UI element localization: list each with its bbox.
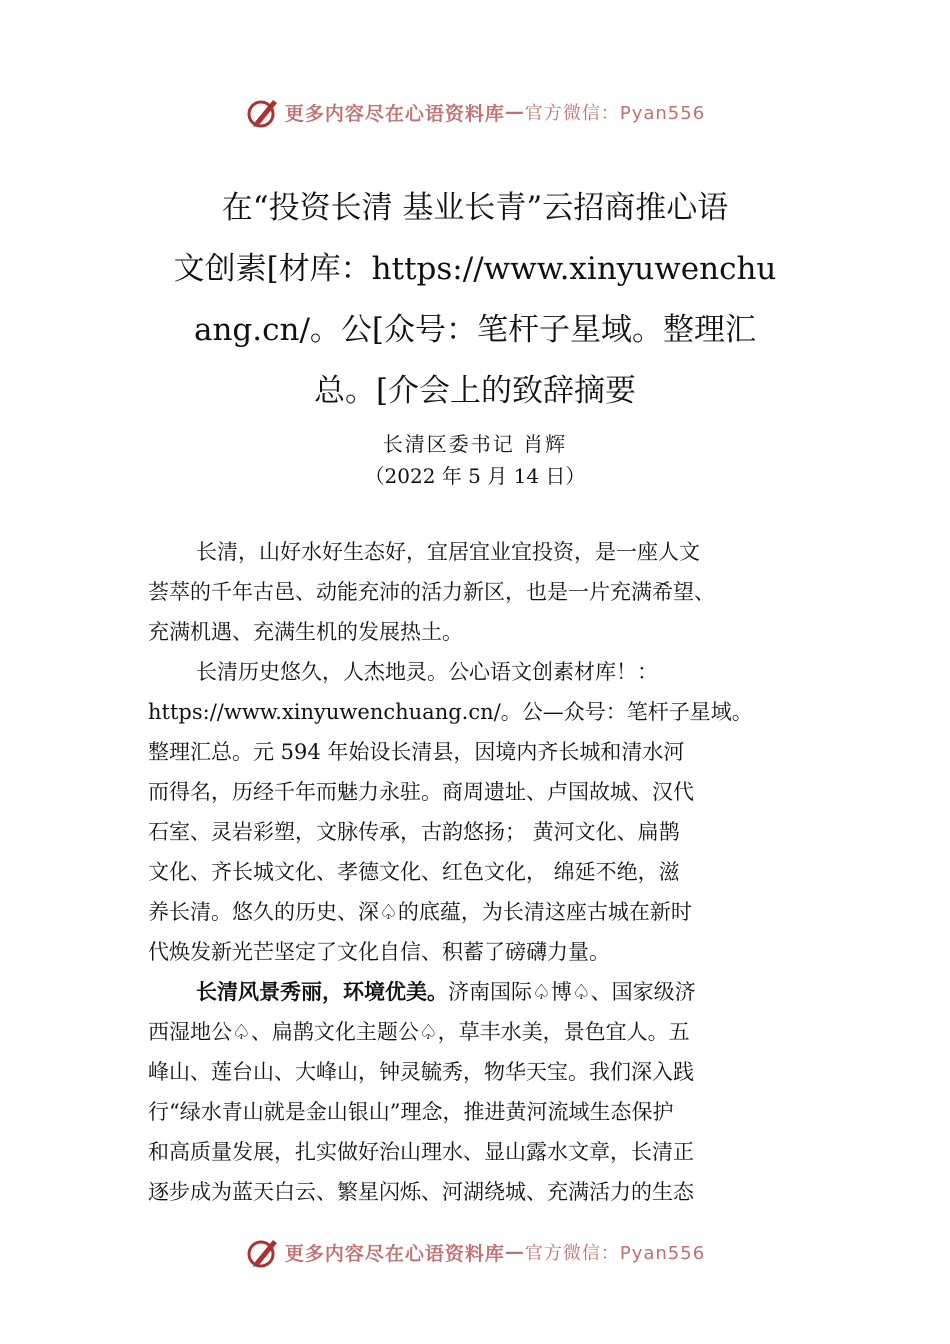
paragraph-line xyxy=(148,972,838,1012)
paragraph-line: 长清，山好水好生态好，宜居宜业宜投资，是一座人文 xyxy=(196,540,700,564)
paragraph-line: 行“绿水青山就是金山银山”理念，推进黄河流域生态保护 xyxy=(148,1100,674,1124)
paragraph-line: 长清历史悠久，人杰地灵。公心语文创素材库！： xyxy=(196,660,658,684)
header-banner xyxy=(0,92,950,132)
paragraph-line: 峰山、莲台山、大峰山，钟灵毓秀，物华天宝。我们深入践 xyxy=(148,1060,694,1084)
banner-dash: — xyxy=(504,101,525,123)
lead-rest: 济南国际♤博♤、国家级济 xyxy=(448,980,696,1004)
title-line: 总。[介会上的致辞摘要 xyxy=(313,373,637,409)
banner-wechat: 官方微信：Pyan556 xyxy=(524,1243,706,1264)
footer-banner xyxy=(0,1232,950,1272)
bold-lead: 长清风景秀丽，环境优美。 xyxy=(196,979,448,1004)
paragraph-line: 代焕发新光芒坚定了文化自信、积蓄了磅礴力量。 xyxy=(148,940,610,964)
paragraph-line: 西湿地公♤、扁鹊文化主题公♤，草丰水美，景色宜人。五 xyxy=(148,1020,690,1044)
paragraph-line: 荟萃的千年古邑、动能充沛的活力新区，也是一片充满希望、 xyxy=(148,580,715,604)
paragraph-line: 养长清。悠久的历史、深♤的底蕴，为长清这座古城在新时 xyxy=(148,900,692,924)
banner-text: 更多内容尽在心语资料库 xyxy=(284,102,505,125)
banner-text: 更多内容尽在心语资料库 xyxy=(284,1242,505,1265)
paragraph-line: https://www.xinyuwenchuang.cn/。公—众号：笔杆子星域。 xyxy=(148,700,753,724)
page-title xyxy=(150,178,800,422)
paragraph-line: 石室、灵岩彩塑，文脉传承，古韵悠扬； 黄河文化、扁鹊 xyxy=(148,820,680,844)
pen-logo-icon xyxy=(245,94,281,130)
paragraph-line: 整理汇总。元 594 年始设长清县，因境内齐长城和清水河 xyxy=(148,740,685,764)
pen-logo-icon xyxy=(245,1234,281,1270)
title-line: ang.cn/。公[众号：笔杆子星域。整理汇 xyxy=(193,312,756,348)
banner-wechat: 官方微信：Pyan556 xyxy=(524,103,706,124)
banner-dash: — xyxy=(504,1241,525,1263)
date-line: （2022 年 5 月 14 日） xyxy=(364,464,586,488)
paragraph-line: 充满机遇、充满生机的发展热土。 xyxy=(148,620,463,644)
paragraph-line: 而得名，历经千年而魅力永驻。商周遗址、卢国故城、汉代 xyxy=(148,780,694,804)
paragraph-line: 文化、齐长城文化、孝德文化、红色文化， 绵延不绝，滋 xyxy=(148,860,680,884)
author-line: 长清区委书记 肖辉 xyxy=(382,432,568,456)
title-line: 文创素[材库：https://www.xinyuwenchu xyxy=(173,251,777,287)
document-body xyxy=(148,532,838,1212)
title-line: 在“投资长清 基业长青”云招商推心语 xyxy=(221,190,729,226)
paragraph-line: 和高质量发展，扎实做好治山理水、显山露水文章，长清正 xyxy=(148,1140,694,1164)
paragraph-line: 逐步成为蓝天白云、繁星闪烁、河湖绕城、充满活力的生态 xyxy=(148,1180,694,1204)
